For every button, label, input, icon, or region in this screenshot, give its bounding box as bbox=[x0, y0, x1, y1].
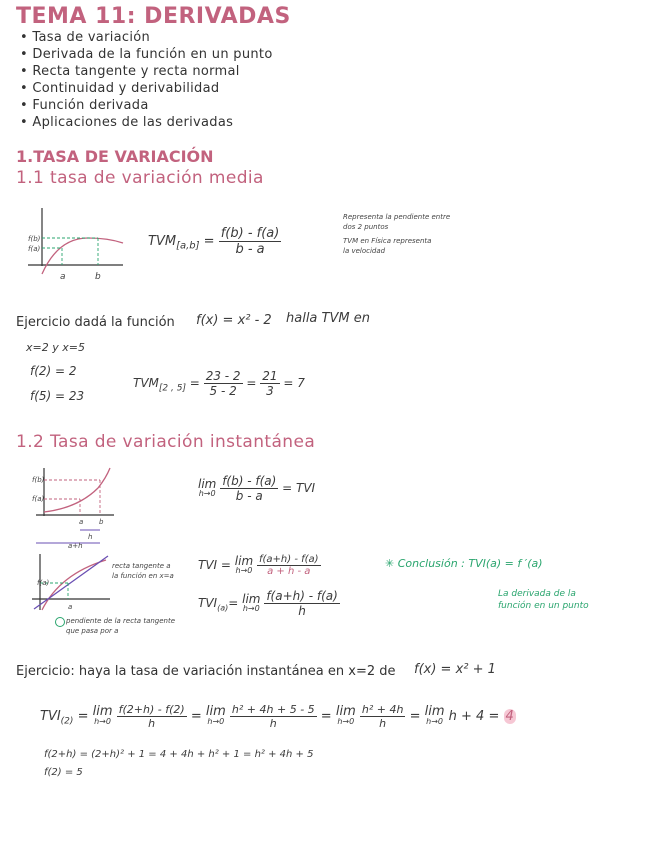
graph2-fb: f(b) bbox=[32, 476, 45, 484]
topic-item: • Tasa de variación bbox=[20, 29, 273, 46]
exercise1-calc bbox=[133, 369, 305, 398]
lim1-den: b - a bbox=[235, 489, 263, 503]
circle-marker-icon bbox=[55, 617, 65, 627]
ex1-fraction2 bbox=[260, 369, 279, 398]
lim1-fraction bbox=[220, 474, 278, 503]
tvm-fraction bbox=[219, 226, 282, 257]
exercise1-f2: f(2) = 2 bbox=[30, 364, 77, 378]
exercise1-task: halla TVM en bbox=[286, 311, 370, 326]
ex2-limit-3 bbox=[335, 703, 356, 727]
lim-under: h→0 bbox=[207, 716, 225, 726]
ex1-num: 23 - 2 bbox=[205, 369, 241, 383]
ex2-num1: f(2+h) - f(2) bbox=[118, 703, 185, 716]
topic-item: • Continuidad y derivabilidad bbox=[20, 80, 273, 97]
ex2-limit-1 bbox=[92, 703, 113, 727]
lim-under: h→0 bbox=[94, 716, 111, 726]
tvi2-sub: (a) bbox=[217, 603, 229, 613]
ex1-den: 5 - 2 bbox=[209, 384, 237, 398]
tvm-note bbox=[343, 212, 450, 256]
ex2-lhs: TVI bbox=[40, 709, 61, 724]
tvi2-num: f(a+h) - f(a) bbox=[266, 589, 338, 603]
ex2-eq: = bbox=[77, 709, 89, 724]
ex1-sub: [2 , 5] bbox=[158, 383, 186, 394]
ex2-fraction-3 bbox=[360, 703, 406, 730]
topic-item: • Función derivada bbox=[20, 97, 273, 114]
lim1-num: f(b) - f(a) bbox=[222, 474, 277, 488]
tvi-formula-1 bbox=[198, 554, 321, 577]
ex2-tail: h + 4 = bbox=[448, 709, 500, 724]
conclusion bbox=[385, 557, 543, 570]
exercise1-func: f(x) = x² - 2 bbox=[196, 313, 272, 328]
tvi1-fraction bbox=[257, 554, 321, 577]
graph1-a: a bbox=[60, 272, 66, 282]
tvm-num: f(b) - f(a) bbox=[220, 226, 280, 241]
tvm-den: b - a bbox=[235, 242, 265, 257]
page-title: TEMA 11: DERIVADAS bbox=[16, 4, 291, 29]
ex2-eq: = bbox=[190, 709, 202, 724]
graph1-b: b bbox=[95, 272, 101, 282]
exercise1-points: x=2 y x=5 bbox=[26, 341, 85, 354]
topic-item: • Recta tangente y recta normal bbox=[20, 63, 273, 80]
tvi1-lhs: TVI = bbox=[198, 558, 231, 572]
graph2-a: a bbox=[79, 518, 84, 526]
exercise1-intro: Ejercicio dadá la función bbox=[16, 315, 175, 330]
graph3-fa: f(a) bbox=[37, 579, 50, 587]
ex1-eq2: = bbox=[246, 376, 257, 390]
ex1-fraction bbox=[204, 369, 243, 398]
lim-word: lim bbox=[92, 703, 113, 719]
ex1-num2: 21 bbox=[262, 369, 278, 383]
conclusion-note-line: La derivada de la bbox=[498, 589, 576, 599]
tvi2-limit bbox=[242, 591, 261, 614]
section-heading: 1.TASA DE VARIACIÓN bbox=[16, 147, 214, 166]
lim-under: h→0 bbox=[198, 488, 216, 498]
note-line: TVM en Física representa bbox=[343, 237, 432, 245]
tvm-formula bbox=[148, 226, 281, 257]
ex2-fraction-1 bbox=[117, 703, 187, 730]
star-icon: ✳ bbox=[385, 557, 395, 570]
subsection-heading-1: 1.1 tasa de variación media bbox=[16, 168, 264, 188]
subsection-heading-2: 1.2 Tasa de variación instantánea bbox=[16, 432, 316, 452]
lim-word: lim bbox=[234, 553, 254, 568]
ex2-eq: = bbox=[409, 709, 421, 724]
ex1-eq: = bbox=[189, 376, 200, 390]
ex1-lhs: TVM bbox=[133, 376, 159, 390]
graph1-fa: f(a) bbox=[28, 245, 41, 253]
ex2-num3: h² + 4h bbox=[361, 703, 404, 716]
lim-formula-1 bbox=[198, 474, 315, 503]
lim-under: h→0 bbox=[242, 603, 260, 613]
ex2-den1: h bbox=[148, 717, 156, 730]
ex2-answer: 4 bbox=[505, 709, 514, 724]
lim-word: lim bbox=[242, 591, 261, 606]
lim-under: h→0 bbox=[235, 565, 253, 575]
tvm-sub: [a,b] bbox=[176, 240, 200, 252]
note-line: dos 2 puntos bbox=[343, 223, 389, 231]
tvi2-eq: = bbox=[228, 596, 239, 610]
graph2-b: b bbox=[99, 518, 104, 526]
graph2-h: h bbox=[88, 533, 93, 541]
tvi-formula-2 bbox=[198, 589, 340, 618]
graph1-fb: f(b) bbox=[28, 235, 41, 243]
ex2-den2: h bbox=[269, 717, 277, 730]
tvm-eq: = bbox=[203, 234, 215, 249]
tvi1-num: f(a+h) - f(a) bbox=[258, 554, 319, 565]
conclusion-note-line: función en un punto bbox=[498, 601, 589, 611]
exercise1-f5: f(5) = 23 bbox=[30, 389, 85, 403]
exercise2-calc bbox=[40, 703, 516, 730]
ex2-sub: (2) bbox=[60, 716, 74, 727]
graph2-ah: a+h bbox=[68, 542, 83, 550]
lim-under: h→0 bbox=[337, 716, 355, 726]
ex2-limit-2 bbox=[205, 703, 226, 727]
lim1-limit bbox=[198, 476, 217, 499]
exercise2-work2: f(2) = 5 bbox=[44, 767, 83, 778]
lim-under: h→0 bbox=[426, 716, 443, 726]
conclusion-note bbox=[498, 588, 589, 612]
graph2-fa: f(a) bbox=[32, 495, 45, 503]
tvi1-limit bbox=[234, 553, 254, 576]
exercise2-intro: Ejercicio: haya la tasa de variación instantánea en x=2 de bbox=[16, 664, 396, 679]
ex2-limit-4 bbox=[424, 703, 445, 727]
ex2-eq: = bbox=[320, 709, 332, 724]
note-line: la velocidad bbox=[343, 247, 386, 255]
ex2-num2: h² + 4h + 5 - 5 bbox=[231, 703, 315, 716]
lim-word: lim bbox=[205, 703, 226, 719]
tvi2-den: h bbox=[298, 604, 306, 618]
ex2-den3: h bbox=[379, 717, 387, 730]
tvi1-den: a + h - a bbox=[267, 566, 311, 577]
graph-tvm bbox=[28, 208, 128, 288]
tvi2-lhs: TVI bbox=[198, 596, 218, 610]
topic-item: • Derivada de la función en un punto bbox=[20, 46, 273, 63]
circle-note: pendiente de la recta tangente que pasa por a bbox=[66, 617, 176, 635]
ex1-den2: 3 bbox=[266, 384, 274, 398]
tangent-note: recta tangente a la función en x=a bbox=[112, 562, 174, 580]
exercise2-work1: f(2+h) = (2+h)² + 1 = 4 + 4h + h² + 1 = h² + 4h + 5 bbox=[44, 749, 314, 760]
ex1-result: = 7 bbox=[283, 376, 305, 390]
topic-item: • Aplicaciones de las derivadas bbox=[20, 114, 273, 131]
note-line: Representa la pendiente entre bbox=[343, 213, 451, 221]
lim1-rhs: = TVI bbox=[282, 481, 316, 495]
tvm-lhs: TVM bbox=[148, 234, 177, 249]
tvi2-fraction bbox=[264, 589, 340, 618]
exercise2-func: f(x) = x² + 1 bbox=[414, 662, 496, 677]
lim-word: lim bbox=[424, 703, 445, 719]
ex2-fraction-2 bbox=[230, 703, 317, 730]
graph3-a: a bbox=[68, 603, 73, 611]
lim-word: lim bbox=[335, 703, 356, 719]
topic-list bbox=[20, 29, 273, 131]
lim-word: lim bbox=[198, 476, 217, 491]
conclusion-label: Conclusión : TVI(a) = f ′(a) bbox=[397, 557, 543, 570]
